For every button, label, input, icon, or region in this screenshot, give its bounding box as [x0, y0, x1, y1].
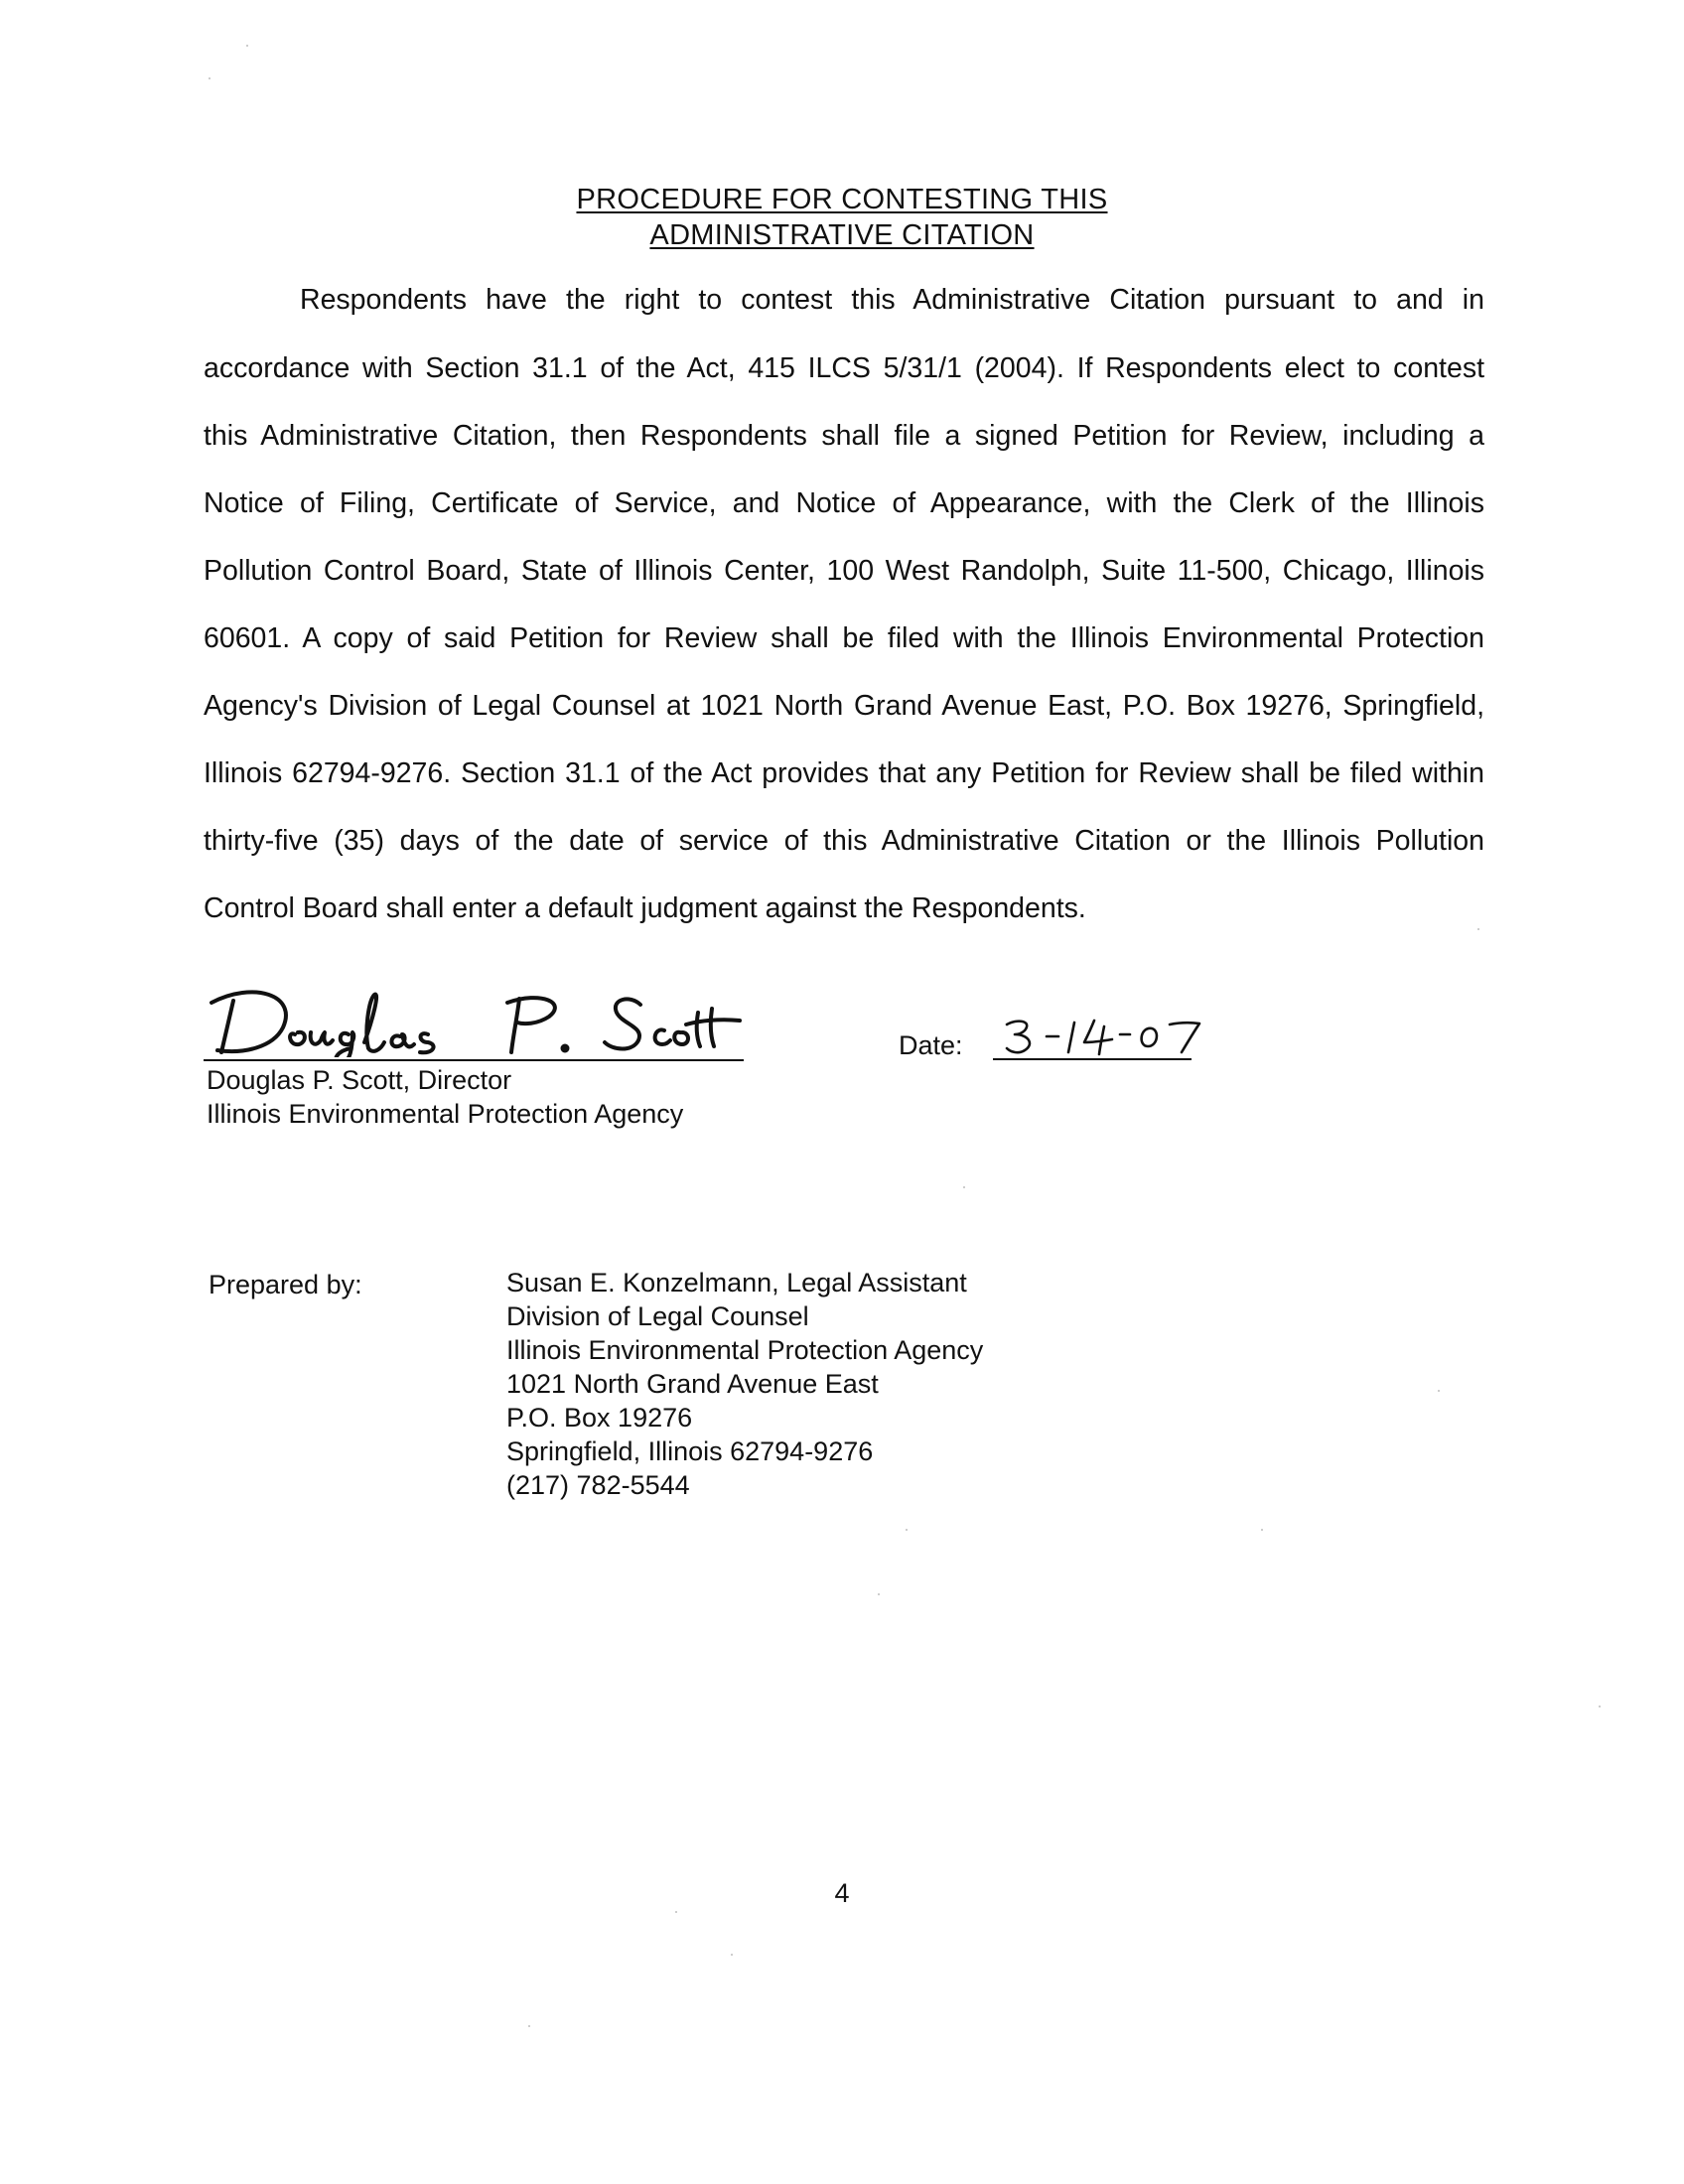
prepared-by-label: Prepared by: [209, 1270, 362, 1299]
body-line-10: Control Board shall enter a default judgment against the Respondents. [204, 892, 1086, 924]
signer-organization: Illinois Environmental Protection Agency [207, 1099, 684, 1129]
prepared-by-block [506, 1266, 983, 1502]
signature-line [204, 1059, 744, 1061]
preparer-street: 1021 North Grand Avenue East [506, 1369, 879, 1399]
body-line-6: 60601. A copy of said Petition for Review shall be filed with the Illinois Environmental Protection [204, 622, 1484, 654]
scan-speck [1599, 1706, 1601, 1707]
scan-speck [675, 1911, 677, 1913]
scan-speck [209, 77, 210, 79]
date-line [993, 1058, 1192, 1060]
body-line-1: Respondents have the right to contest this Administrative Citation pursuant to and in [300, 284, 1484, 316]
preparer-name: Susan E. Konzelmann, Legal Assistant [506, 1268, 967, 1297]
body-line-5: Pollution Control Board, State of Illinois Center, 100 West Randolph, Suite 11-500, Chicago, Illinois [204, 555, 1484, 587]
preparer-agency: Illinois Environmental Protection Agency [506, 1335, 984, 1365]
preparer-division: Division of Legal Counsel [506, 1301, 809, 1331]
signer-name-title: Douglas P. Scott, Director [207, 1065, 512, 1095]
scan-speck [731, 1954, 733, 1956]
body-line-7: Agency's Division of Legal Counsel at 1021 North Grand Avenue East, P.O. Box 19276, Springfield, [204, 690, 1484, 722]
preparer-phone: (217) 782-5544 [506, 1470, 690, 1500]
preparer-po-box: P.O. Box 19276 [506, 1403, 693, 1433]
body-line-9: thirty-five (35) days of the date of service of this Administrative Citation or the Illinois Pollution [204, 825, 1484, 857]
preparer-city: Springfield, Illinois 62794-9276 [506, 1436, 874, 1466]
handwritten-signature [204, 973, 750, 1057]
scan-speck [906, 1529, 908, 1531]
scan-speck [878, 1593, 880, 1595]
body-line-4: Notice of Filing, Certificate of Service, and Notice of Appearance, with the Clerk of the Illinois [204, 487, 1484, 519]
body-line-3: this Administrative Citation, then Respondents shall file a signed Petition for Review, including a [204, 420, 1484, 452]
scan-speck [528, 2025, 530, 2027]
scan-speck [1438, 1390, 1440, 1392]
heading-line-1: PROCEDURE FOR CONTESTING THIS [576, 184, 1108, 215]
body-line-2: accordance with Section 31.1 of the Act, 415 ILCS 5/31/1 (2004). If Respondents elect to contest [204, 352, 1484, 384]
scan-speck [1261, 1529, 1263, 1531]
scan-speck [963, 1186, 965, 1188]
body-line-8: Illinois 62794-9276. Section 31.1 of the Act provides that any Petition for Review shall be filed within [204, 757, 1484, 789]
heading-line-2: ADMINISTRATIVE CITATION [649, 219, 1035, 251]
scan-speck [1477, 928, 1479, 930]
date-label: Date: [899, 1030, 963, 1060]
page-number: 4 [834, 1878, 850, 1908]
handwritten-date [1003, 1015, 1211, 1058]
scan-speck [246, 45, 248, 47]
